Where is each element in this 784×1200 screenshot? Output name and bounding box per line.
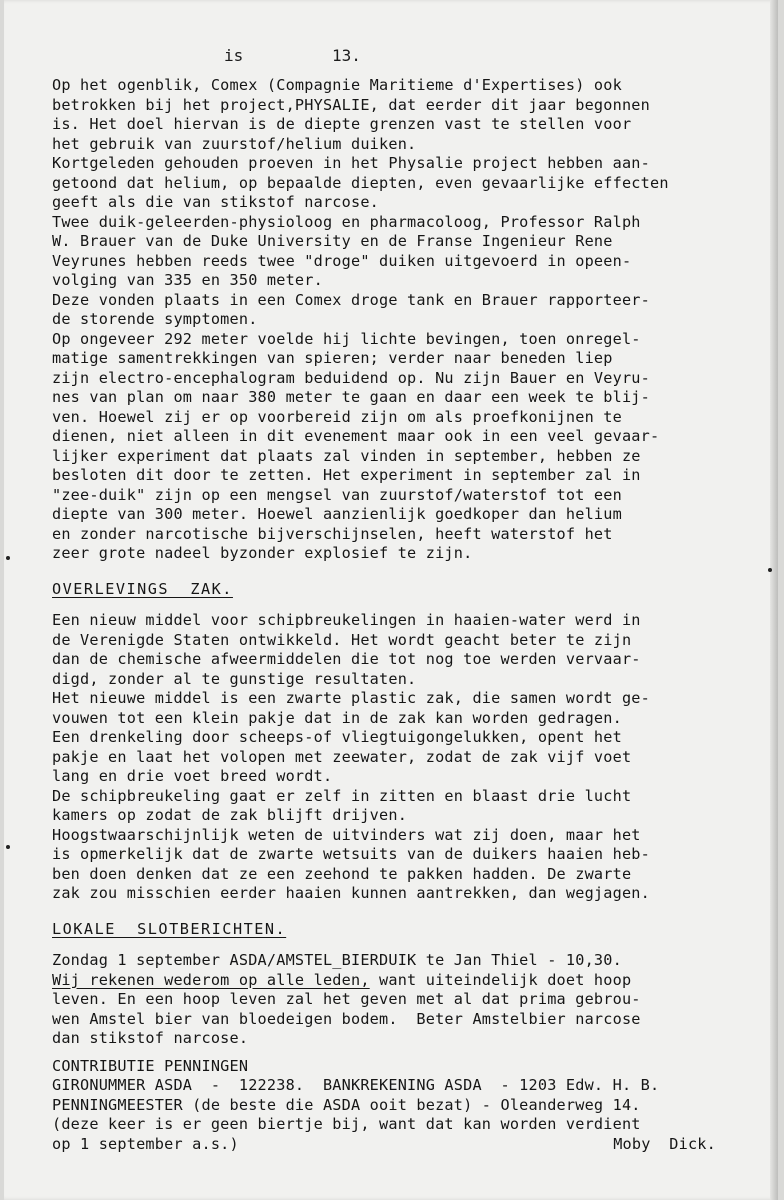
local-paragraphs — [52, 990, 748, 1049]
text-line: Veyrunes hebben reeds twee "droge" duiken uitgevoerd in opeen- — [52, 251, 632, 270]
footer-line: PENNINGMEESTER (de beste die ASDA ooit bezat) - Oleanderweg 14. — [52, 1095, 641, 1114]
members-line-rest: want uiteindelijk doet hoop — [369, 970, 632, 989]
text-line: De schipbreukeling gaat er zelf in zitten en blaast drie lucht — [52, 786, 632, 805]
text-line: kamers op zodat de zak blijft drijven. — [52, 806, 408, 824]
text-line: Twee duik-geleerden-physioloog en pharmacoloog, Professor Ralph — [52, 212, 641, 231]
page-header — [4, 46, 778, 76]
footer-block — [52, 1057, 748, 1135]
text-line: leven. En een hoop leven zal het geven met al dat prima gebrou- — [52, 990, 641, 1008]
text-line: betrokken bij het project,PHYSALIE, dat eerder dit jaar begonnen — [52, 95, 650, 114]
text-line: dienen, niet alleen in dit evenement maar ook in een veel gevaar- — [52, 427, 660, 445]
text-line: Een drenkeling door scheeps-of vliegtuigongelukken, opent het — [52, 728, 622, 746]
margin-mark-left-2 — [6, 845, 10, 849]
text-line: matige samentrekkingen van spieren; verder naar beneden liep — [52, 349, 613, 367]
page-edge-shadow — [770, 0, 778, 1200]
text-line: is. Het doel hiervan is de diepte grenzen vast te stellen voor — [52, 115, 632, 133]
text-line: besloten dit door te zetten. Het experiment in september zal in — [52, 466, 641, 484]
text-line: zeer grote nadeel byzonder explosief te zijn. — [52, 544, 473, 562]
text-line: lang en drie voet breed wordt. — [52, 767, 333, 785]
text-line: Op ongeveer 292 meter voelde hij lichte bevingen, toen onregel- — [52, 329, 641, 348]
text-line: wen Amstel bier van bloedeigen bodem. Beter Amstelbier narcose — [52, 1009, 641, 1028]
bierduik-line: Zondag 1 september ASDA/AMSTEL_BIERDUIK te Jan Thiel - 10,30. — [52, 951, 622, 969]
text-line: de storende symptomen. — [52, 310, 258, 328]
margin-mark-right — [768, 568, 772, 572]
text-line: de Verenigde Staten ontwikkeld. Het wordt geacht beter te zijn — [52, 630, 632, 649]
text-line: nes van plan om naar 380 meter te gaan en daar een week te blij- — [52, 388, 650, 406]
closing-text: op 1 september a.s.) — [52, 1134, 239, 1153]
text-line: Op het ogenblik, Comex (Compagnie Maritieme d'Expertises) ook — [52, 76, 622, 94]
section-heading-survival: OVERLEVINGS ZAK. — [52, 579, 233, 598]
text-line: getoond dat helium, op bepaalde diepten, even gevaarlijke effecten — [52, 173, 669, 192]
footer-line: CONTRIBUTIE PENNINGEN — [52, 1056, 249, 1075]
text-line: dan stikstof narcose. — [52, 1029, 249, 1047]
text-line: digd, zonder al te gunstige resultaten. — [52, 669, 417, 688]
text-line: vouwen tot een klein pakje dat in de zak kan worden gedragen. — [52, 708, 622, 727]
text-line: Een nieuw middel voor schipbreukelingen in haaien-water werd in — [52, 611, 641, 629]
text-line: ven. Hoewel zij er op voorbereid zijn om als proefkonijnen te — [52, 407, 622, 426]
footer-line: GIRONUMMER ASDA - 122238. BANKREKENING ASDA - 1203 Edw. H. B. — [52, 1076, 660, 1094]
text-line: W. Brauer van de Duke University en de Franse Ingenieur Rene — [52, 232, 613, 250]
section-heading-local: LOKALE SLOTBERICHTEN. — [52, 919, 287, 938]
text-line: lijker experiment dat plaats zal vinden in september, hebben ze — [52, 446, 641, 465]
text-line: volging van 335 en 350 meter. — [52, 271, 323, 289]
closing-line — [52, 1135, 748, 1155]
text-line: Hoogstwaarschijnlijk weten de uitvinders wat zij doen, maar het — [52, 825, 641, 844]
text-line: diepte van 300 meter. Hoewel aanzienlijk goedkoper dan helium — [52, 505, 622, 523]
document-page — [4, 0, 778, 1200]
text-line: Deze vonden plaats in een Comex droge tank en Brauer rapporteer- — [52, 290, 650, 309]
text-line: en zonder narcotische bijverschijnselen, heeft waterstof het — [52, 524, 613, 543]
members-line — [52, 971, 748, 991]
header-stamp: is — [224, 46, 244, 65]
text-line: Het nieuwe middel is een zwarte plastic zak, die samen wordt ge- — [52, 689, 650, 707]
text-line: geeft als die van stikstof narcose. — [52, 193, 380, 211]
text-line: pakje en laat het volopen met zeewater, zodat de zak vijf voet — [52, 747, 632, 766]
text-line: het gebruik van zuurstof/helium duiken. — [52, 134, 417, 153]
document-body — [52, 76, 748, 1154]
survival-paragraphs — [52, 611, 748, 904]
text-line: is opmerkelijk dat de zwarte wetsuits van de duikers haaien heb- — [52, 845, 650, 863]
underlined-phrase: Wij rekenen wederom op alle leden, — [52, 970, 370, 989]
page-number: 13. — [332, 46, 361, 65]
text-line: "zee-duik" zijn op een mengsel van zuurstof/waterstof tot een — [52, 485, 622, 504]
text-line: zijn electro-encephalogram beduidend op. Nu zijn Bauer en Veyru- — [52, 368, 650, 387]
intro-paragraphs — [52, 76, 748, 564]
text-line: Kortgeleden gehouden proeven in het Physalie project hebben aan- — [52, 154, 650, 172]
text-line: zak zou misschien eerder haaien kunnen aantrekken, dan wegjagen. — [52, 884, 650, 902]
text-line: dan de chemische afweermiddelen die tot nog toe werden vervaar- — [52, 650, 641, 668]
margin-mark-left-1 — [6, 556, 10, 560]
text-line: ben doen denken dat ze een zeehond te pakken hadden. De zwarte — [52, 864, 632, 883]
signature: Moby Dick. — [613, 1134, 716, 1153]
footer-line: (deze keer is er geen biertje bij, want dat kan worden verdient — [52, 1115, 641, 1133]
